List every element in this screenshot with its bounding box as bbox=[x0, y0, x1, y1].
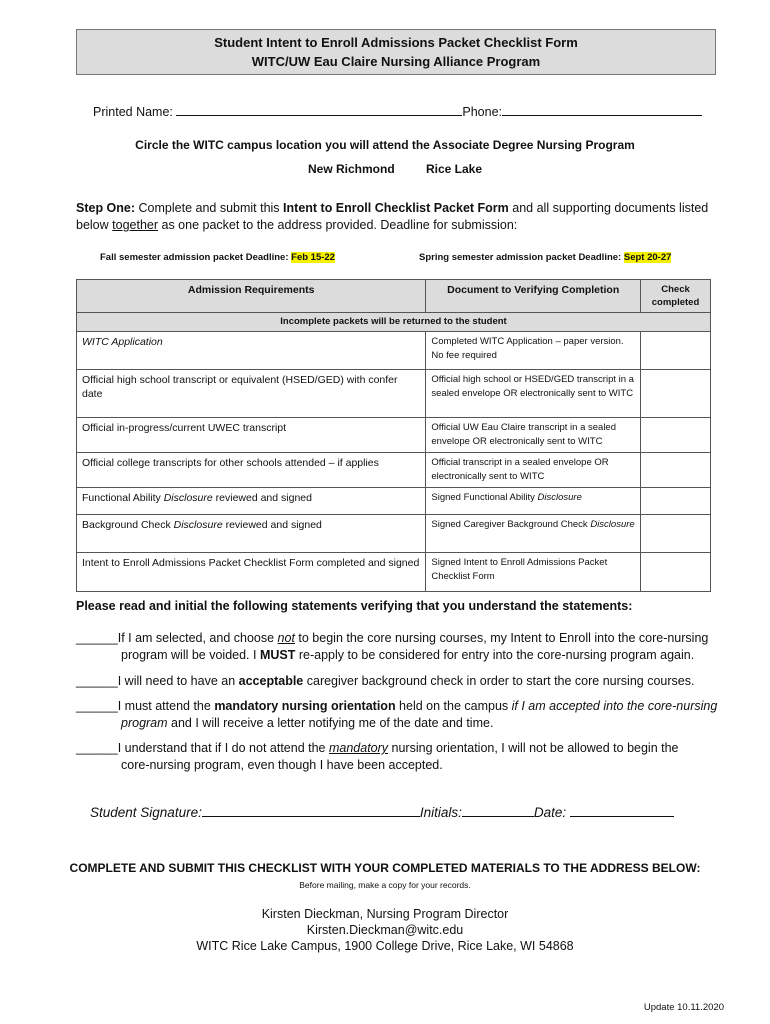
requirement-text: WITC Application bbox=[82, 336, 163, 348]
document-text-em: Disclosure bbox=[537, 492, 582, 503]
form-title-box bbox=[76, 29, 716, 75]
check-cell[interactable] bbox=[641, 418, 711, 453]
check-cell[interactable] bbox=[641, 553, 711, 592]
table-row bbox=[77, 488, 711, 515]
document-text bbox=[426, 515, 641, 553]
document-text: Signed Intent to Enroll Admissions Packet Checklist Form bbox=[426, 553, 641, 592]
printed-name-field[interactable] bbox=[176, 102, 462, 116]
requirement-text-em: Disclosure bbox=[163, 492, 213, 504]
requirement-text-part: Functional Ability bbox=[82, 492, 164, 504]
step-one-paragraph bbox=[76, 200, 716, 234]
statement-emphasis: acceptable bbox=[238, 674, 304, 688]
statement-text: If I am selected, and choose bbox=[117, 631, 278, 645]
statement-emphasis: not bbox=[277, 631, 295, 645]
statement-text: held on the campus bbox=[395, 699, 512, 713]
table-row bbox=[77, 553, 711, 592]
document-text-part: Signed Functional Ability bbox=[431, 492, 538, 503]
step-one-label: Step One: bbox=[76, 201, 136, 215]
requirement-text: Intent to Enroll Admissions Packet Checklist Form completed and signed bbox=[77, 553, 426, 592]
statement-text: nursing orientation, I will not be allowed to begin the bbox=[388, 741, 679, 755]
table-row bbox=[77, 332, 711, 370]
step-one-together: together bbox=[112, 218, 159, 232]
check-cell[interactable] bbox=[641, 515, 711, 553]
statement-text: I must attend the bbox=[117, 699, 215, 713]
check-cell[interactable] bbox=[641, 453, 711, 488]
col-header-requirements: Admission Requirements bbox=[77, 280, 426, 313]
campus-option-new-richmond[interactable]: New Richmond bbox=[308, 162, 395, 176]
phone-label: Phone: bbox=[462, 105, 503, 119]
fall-deadline-value: Feb 15-22 bbox=[291, 252, 335, 263]
document-text: Official transcript in a sealed envelope OR electronically sent to WITC bbox=[426, 453, 641, 488]
table-row bbox=[77, 418, 711, 453]
statement-text: program will be voided. I bbox=[121, 648, 260, 662]
requirement-text-part: reviewed and signed bbox=[222, 519, 322, 531]
requirement-text: Official in-progress/current UWEC transcript bbox=[77, 418, 426, 453]
statement-emphasis: mandatory bbox=[328, 741, 389, 755]
mailing-note: Before mailing, make a copy for your records. bbox=[299, 880, 471, 890]
initial-blank[interactable]: ______ bbox=[76, 699, 118, 713]
step-one-text: as one packet to the address provided. Deadline for submission: bbox=[158, 218, 518, 232]
document-text: Completed WITC Application – paper version. No fee required bbox=[426, 332, 641, 370]
date-field[interactable] bbox=[570, 803, 674, 817]
statement-continuation bbox=[76, 715, 726, 732]
fall-deadline bbox=[100, 252, 335, 263]
statement-emphasis: if I am accepted into the core-nursing bbox=[511, 699, 718, 713]
initials-field[interactable] bbox=[462, 803, 534, 817]
phone-field[interactable] bbox=[502, 102, 702, 116]
initial-blank[interactable]: ______ bbox=[76, 631, 118, 645]
spring-deadline-value: Sept 20-27 bbox=[623, 252, 672, 263]
contact-email[interactable]: Kirsten.Dieckman@witc.edu bbox=[306, 923, 464, 937]
student-signature-label: Student Signature: bbox=[90, 805, 202, 820]
statement-4 bbox=[76, 740, 726, 774]
campus-instruction: Circle the WITC campus location you will attend the Associate Degree Nursing Program bbox=[135, 138, 635, 152]
check-cell[interactable] bbox=[641, 370, 711, 418]
requirement-text: Official college transcripts for other schools attended – if applies bbox=[77, 453, 426, 488]
document-text bbox=[426, 488, 641, 515]
statements-heading: Please read and initial the following statements verifying that you understand the statements: bbox=[76, 599, 633, 613]
fall-deadline-label: Fall semester admission packet Deadline: bbox=[100, 252, 289, 263]
step-one-text: Complete and submit this bbox=[135, 201, 284, 215]
statement-text: I understand that if I do not attend the bbox=[117, 741, 329, 755]
submit-heading: COMPLETE AND SUBMIT THIS CHECKLIST WITH YOUR COMPLETED MATERIALS TO THE ADDRESS BELOW: bbox=[69, 861, 701, 875]
check-cell[interactable] bbox=[641, 488, 711, 515]
statement-text: and I will receive a letter notifying me of the date and time. bbox=[167, 716, 494, 730]
statement-2 bbox=[76, 673, 726, 690]
check-cell[interactable] bbox=[641, 332, 711, 370]
initials-label: Initials: bbox=[419, 805, 462, 820]
statement-3 bbox=[76, 698, 726, 732]
table-subheader: Incomplete packets will be returned to the student bbox=[77, 313, 711, 332]
campus-option-rice-lake[interactable]: Rice Lake bbox=[426, 162, 483, 176]
statement-1 bbox=[76, 630, 726, 664]
requirement-text: Official high school transcript or equivalent (HSED/GED) with confer date bbox=[77, 370, 426, 418]
spring-deadline bbox=[419, 252, 671, 263]
document-text: Official UW Eau Claire transcript in a sealed envelope OR electronically sent to WITC bbox=[426, 418, 641, 453]
statement-emphasis: program bbox=[121, 716, 168, 730]
statement-text: re-apply to be considered for entry into the core-nursing program again. bbox=[295, 648, 695, 662]
requirement-text-em: Disclosure bbox=[173, 519, 223, 531]
step-one-form-name: Intent to Enroll Checklist Packet Form bbox=[283, 201, 509, 215]
document-text-em: Disclosure bbox=[590, 519, 635, 530]
contact-name: Kirsten Dieckman, Nursing Program Director bbox=[261, 907, 509, 921]
statement-emphasis: mandatory nursing orientation bbox=[214, 699, 396, 713]
signature-row bbox=[90, 803, 674, 820]
table-row bbox=[77, 453, 711, 488]
statement-continuation bbox=[76, 647, 726, 664]
table-row bbox=[77, 370, 711, 418]
statement-text: caregiver background check in order to start the core nursing courses. bbox=[303, 674, 695, 688]
contact-block bbox=[0, 906, 770, 954]
document-text: Official high school or HSED/GED transcript in a sealed envelope OR electronically sent to WITC bbox=[426, 370, 641, 418]
statement-text: to begin the core nursing courses, my Intent to Enroll into the core-nursing bbox=[294, 631, 709, 645]
col-header-document: Document to Verifying Completion bbox=[426, 280, 641, 313]
requirement-text bbox=[77, 488, 426, 515]
contact-address: WITC Rice Lake Campus, 1900 College Drive, Rice Lake, WI 54868 bbox=[196, 939, 574, 953]
name-phone-row bbox=[93, 102, 702, 119]
statement-emphasis: MUST bbox=[259, 648, 296, 662]
requirements-table bbox=[76, 279, 711, 592]
requirement-text-part: reviewed and signed bbox=[212, 492, 312, 504]
statement-text: I will need to have an bbox=[117, 674, 239, 688]
form-title: Student Intent to Enroll Admissions Packet Checklist Form bbox=[214, 35, 578, 50]
date-label: Date: bbox=[533, 805, 570, 820]
spring-deadline-label: Spring semester admission packet Deadline: bbox=[419, 252, 622, 263]
printed-name-label: Printed Name: bbox=[93, 105, 173, 119]
requirement-text-part: Background Check bbox=[82, 519, 174, 531]
col-header-check: Check completed bbox=[641, 280, 711, 313]
step-one-text: and all supporting documents listed below bbox=[76, 201, 709, 232]
requirement-text bbox=[77, 515, 426, 553]
student-signature-field[interactable] bbox=[202, 803, 420, 817]
table-row bbox=[77, 515, 711, 553]
form-subtitle: WITC/UW Eau Claire Nursing Alliance Program bbox=[251, 54, 541, 69]
statement-continuation: core-nursing program, even though I have been accepted. bbox=[121, 758, 443, 772]
initial-blank[interactable]: ______ bbox=[76, 741, 118, 755]
update-date: Update 10.11.2020 bbox=[643, 1002, 724, 1013]
document-text-part: Signed Caregiver Background Check bbox=[431, 519, 591, 530]
initial-blank[interactable]: ______ bbox=[76, 674, 118, 688]
